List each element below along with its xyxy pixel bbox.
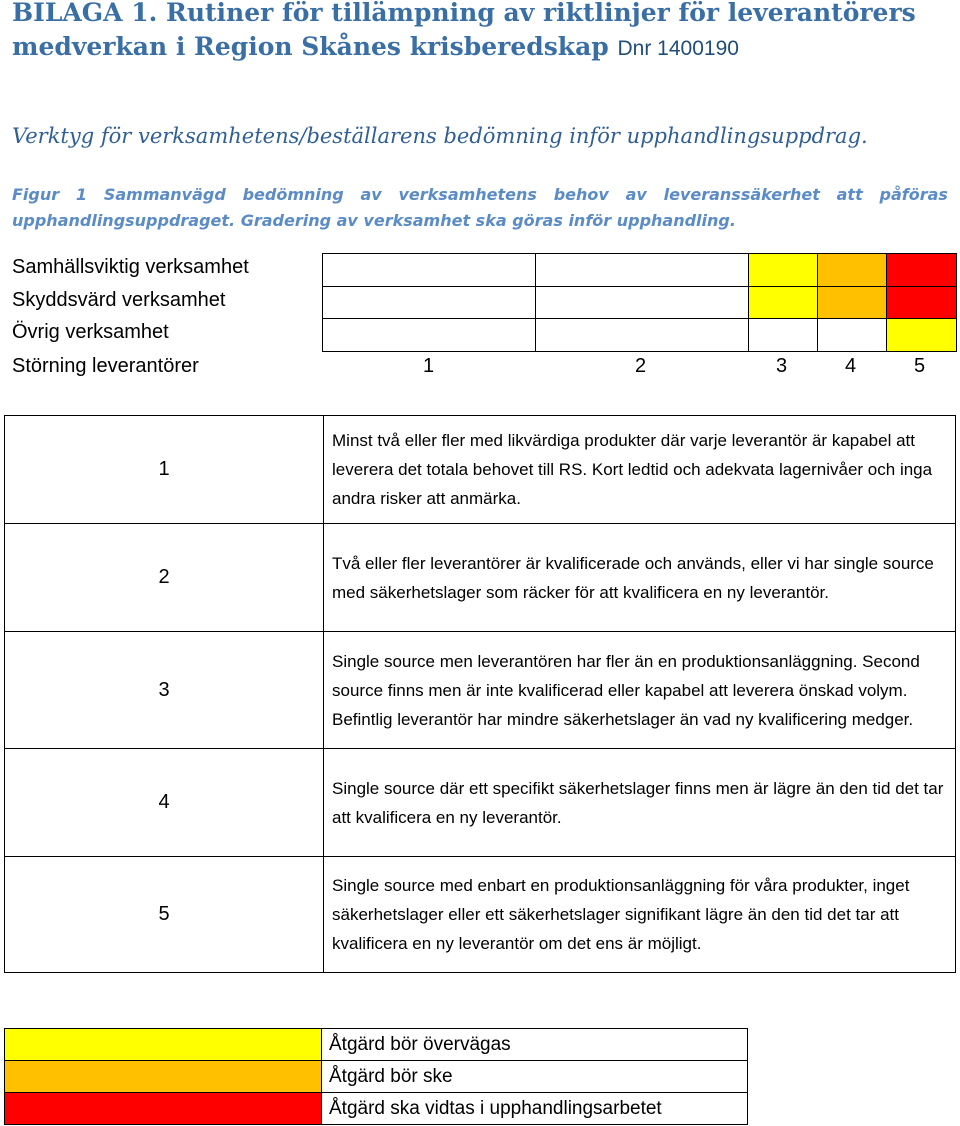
title-line-1: BILAGA 1. Rutiner för tillämpning av riktlinjer för leverantörers	[12, 0, 916, 27]
supplier-disruption-scale	[4, 415, 956, 973]
matrix-cell	[535, 253, 749, 287]
caption-word: behov	[553, 185, 609, 204]
matrix-cell	[535, 318, 749, 352]
row-samhallsviktig-label: Samhällsviktig verksamhet	[12, 256, 249, 278]
caption-line-1	[12, 182, 948, 208]
legend-row	[5, 1029, 748, 1061]
row-skyddsvard-label: Skyddsvärd verksamhet	[12, 289, 226, 311]
matrix-cell	[886, 253, 957, 287]
caption-word: att	[836, 185, 863, 204]
axis-value: 5	[914, 355, 926, 377]
scale-description: Single source med enbart en produktionsanläggning för våra produkter, inget säkerhetslager eller ett säkerhetslager signifikant lägre än den tid det tar att kvalificera en ny leverantör om det ens är möjligt.	[324, 857, 956, 973]
matrix-cell	[817, 318, 887, 352]
title-line-2	[12, 30, 916, 66]
matrix-cell	[322, 318, 536, 352]
scale-description: Single source där ett specifikt säkerhetslager finns men är lägre än den tid det tar att kvalificera en ny leverantör.	[324, 749, 956, 857]
scale-description: Två eller fler leverantörer är kvalificerade och används, eller vi har single source med säkerhetslager som räcker för att kvalificera en ny leverantör.	[324, 524, 956, 632]
matrix-cell	[535, 286, 749, 319]
scale-row	[5, 857, 956, 973]
caption-word: verksamhetens	[398, 185, 537, 204]
legend-label: Åtgärd bör ske	[322, 1061, 748, 1093]
axis-value: 2	[635, 355, 647, 377]
axis-value: 1	[423, 355, 435, 377]
caption-word: Sammanvägd	[103, 185, 226, 204]
matrix-cell	[817, 286, 887, 319]
scale-level: 3	[5, 632, 324, 749]
scale-level: 1	[5, 416, 324, 524]
scale-row	[5, 524, 956, 632]
matrix-cell	[748, 318, 818, 352]
caption-word: 1	[75, 185, 88, 204]
axis-label: Störning leverantörer	[12, 355, 199, 377]
title-line-2-text: medverkan i Region Skånes krisberedskap	[12, 32, 609, 61]
legend-label: Åtgärd bör övervägas	[322, 1029, 748, 1061]
scale-description: Single source men leverantören har fler än en produktionsanläggning. Second source finns men är inte kvalificerad eller kapabel att leverera önskad volym. Befintlig leverantör har mindre säkerhetslager än vad ny kvalificering medger.	[324, 632, 956, 749]
matrix-cell	[817, 253, 887, 287]
scale-level: 4	[5, 749, 324, 857]
scale-row	[5, 632, 956, 749]
scale-level: 2	[5, 524, 324, 632]
legend-label: Åtgärd ska vidtas i upphandlingsarbetet	[322, 1093, 748, 1125]
axis-value: 4	[845, 355, 857, 377]
caption-word: bedömning	[242, 185, 344, 204]
matrix-cell	[748, 286, 818, 319]
section-subtitle: Verktyg för verksamhetens/beställarens bedömning inför upphandlingsuppdrag.	[12, 124, 868, 148]
legend-row	[5, 1061, 748, 1093]
legend-swatch-yellow	[5, 1029, 322, 1061]
caption-word: Figur	[12, 185, 60, 204]
caption-word: av	[360, 185, 382, 204]
matrix-cell	[322, 286, 536, 319]
scale-description: Minst två eller fler med likvärdiga produkter där varje leverantör är kapabel att leverera det totala behovet till RS. Kort ledtid och adekvata lagernivåer och inga andra risker att anmärka.	[324, 416, 956, 524]
document-title	[12, 0, 916, 66]
row-ovrig-label: Övrig verksamhet	[12, 321, 169, 343]
matrix-cell	[322, 253, 536, 287]
matrix-cell	[748, 253, 818, 287]
caption-word: påföras	[879, 185, 948, 204]
scale-row	[5, 416, 956, 524]
caption-word: av	[625, 185, 647, 204]
legend-row	[5, 1093, 748, 1125]
matrix-cell	[886, 286, 957, 319]
figure-caption	[12, 182, 948, 234]
axis-value: 3	[776, 355, 788, 377]
legend-swatch-orange	[5, 1061, 322, 1093]
legend-swatch-red	[5, 1093, 322, 1125]
scale-row	[5, 749, 956, 857]
matrix-cell	[886, 318, 957, 352]
caption-word: leveranssäkerhet	[663, 185, 820, 204]
caption-line-2: upphandlingsuppdraget. Gradering av verksamhet ska göras inför upphandling.	[12, 211, 736, 230]
scale-level: 5	[5, 857, 324, 973]
color-legend	[4, 1028, 748, 1125]
document-number: Dnr 1400190	[617, 37, 739, 60]
